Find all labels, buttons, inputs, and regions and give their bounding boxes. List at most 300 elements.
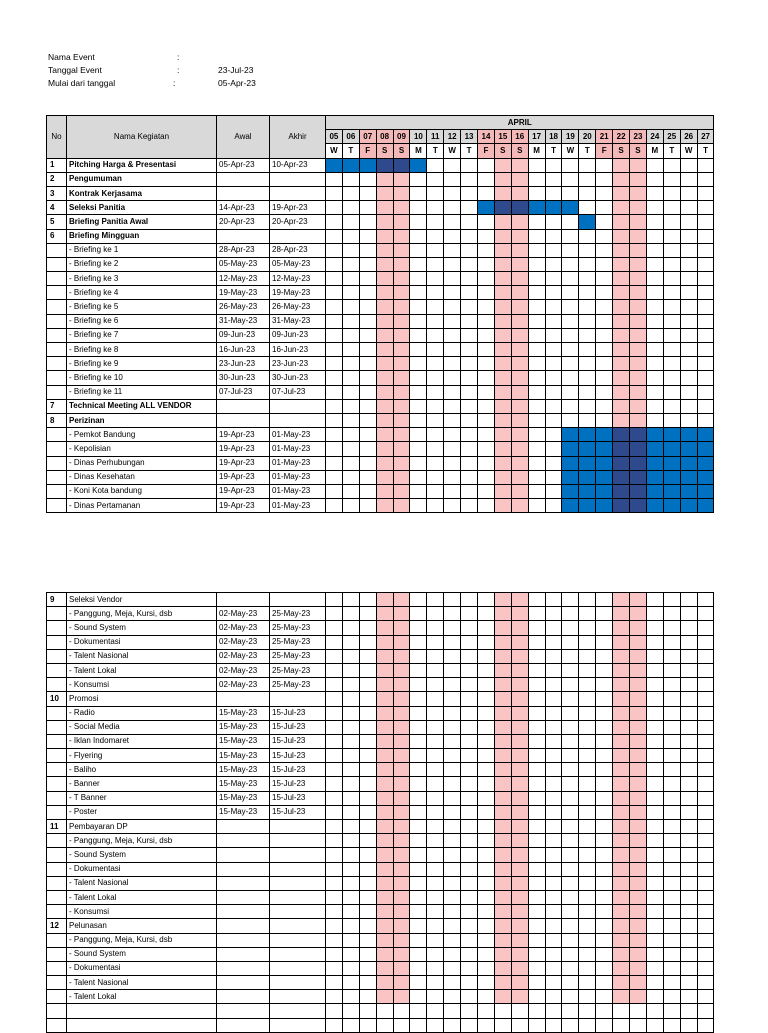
gantt-bar-cell <box>511 201 528 215</box>
gantt-cell <box>461 890 478 904</box>
gantt-cell <box>326 357 343 371</box>
table-row <box>47 720 714 734</box>
gantt-cell <box>393 470 410 484</box>
task-name: - Sound System <box>67 848 217 862</box>
gantt-cell <box>444 749 461 763</box>
gantt-cell <box>562 848 579 862</box>
gantt-cell <box>478 933 495 947</box>
gantt-cell <box>511 484 528 498</box>
gantt-cell <box>697 286 714 300</box>
gantt-cell <box>630 1018 647 1032</box>
task-name: - Dokumentasi <box>67 961 217 975</box>
gantt-cell <box>545 484 562 498</box>
end-date <box>270 919 326 933</box>
end-date: 07-Jul-23 <box>270 385 326 399</box>
gantt-cell <box>393 720 410 734</box>
task-name: Seleksi Panitia <box>67 201 217 215</box>
task-name <box>67 1018 217 1032</box>
gantt-cell <box>663 649 680 663</box>
gantt-cell <box>359 763 376 777</box>
gantt-cell <box>410 976 427 990</box>
gantt-cell <box>663 976 680 990</box>
gantt-cell <box>630 905 647 919</box>
start-date-colon: : <box>173 78 176 88</box>
gantt-cell <box>410 328 427 342</box>
gantt-bar-cell <box>680 456 697 470</box>
gantt-bar-cell <box>680 499 697 513</box>
weekday-header: T <box>342 144 359 158</box>
gantt-cell <box>393 990 410 1004</box>
start-date: 12-May-23 <box>217 272 270 286</box>
gantt-cell <box>427 484 444 498</box>
table-row <box>47 763 714 777</box>
end-date: 25-May-23 <box>270 663 326 677</box>
start-date: 05-Apr-23 <box>217 158 270 172</box>
gantt-cell <box>562 229 579 243</box>
gantt-cell <box>630 692 647 706</box>
table-row <box>47 862 714 876</box>
gantt-cell <box>410 834 427 848</box>
gantt-cell <box>680 961 697 975</box>
gantt-cell <box>478 484 495 498</box>
gantt-cell <box>613 678 630 692</box>
gantt-cell <box>410 593 427 607</box>
table-row <box>47 484 714 498</box>
gantt-cell <box>444 663 461 677</box>
gantt-cell <box>478 328 495 342</box>
gantt-cell <box>646 848 663 862</box>
gantt-cell <box>680 692 697 706</box>
gantt-cell <box>342 961 359 975</box>
gantt-cell <box>444 456 461 470</box>
gantt-cell <box>646 862 663 876</box>
gantt-cell <box>697 399 714 413</box>
gantt-cell <box>494 805 511 819</box>
gantt-cell <box>579 777 596 791</box>
gantt-cell <box>359 621 376 635</box>
gantt-cell <box>511 961 528 975</box>
gantt-cell <box>646 413 663 427</box>
gantt-cell <box>410 272 427 286</box>
gantt-cell <box>646 805 663 819</box>
gantt-cell <box>359 976 376 990</box>
gantt-cell <box>596 186 613 200</box>
gantt-cell <box>511 357 528 371</box>
gantt-cell <box>646 876 663 890</box>
gantt-cell <box>376 314 393 328</box>
gantt-cell <box>630 706 647 720</box>
gantt-cell <box>613 1018 630 1032</box>
gantt-cell <box>562 385 579 399</box>
gantt-cell <box>478 990 495 1004</box>
table-row <box>47 933 714 947</box>
gantt-cell <box>511 399 528 413</box>
gantt-cell <box>444 834 461 848</box>
gantt-cell <box>478 905 495 919</box>
gantt-cell <box>461 663 478 677</box>
gantt-cell <box>663 777 680 791</box>
gantt-cell <box>646 399 663 413</box>
gantt-cell <box>494 371 511 385</box>
gantt-cell <box>410 385 427 399</box>
gantt-cell <box>376 1004 393 1018</box>
start-date <box>217 834 270 848</box>
gantt-cell <box>393 357 410 371</box>
gantt-cell <box>427 919 444 933</box>
gantt-cell <box>579 399 596 413</box>
gantt-cell <box>376 706 393 720</box>
gantt-cell <box>376 734 393 748</box>
gantt-cell <box>596 1018 613 1032</box>
end-date <box>270 834 326 848</box>
weekday-header: S <box>630 144 647 158</box>
gantt-cell <box>427 820 444 834</box>
gantt-cell <box>545 890 562 904</box>
gantt-cell <box>342 428 359 442</box>
gantt-cell <box>461 499 478 513</box>
gantt-cell <box>680 976 697 990</box>
gantt-cell <box>680 749 697 763</box>
gantt-cell <box>359 678 376 692</box>
gantt-cell <box>528 749 545 763</box>
gantt-cell <box>596 314 613 328</box>
table-row <box>47 413 714 427</box>
gantt-cell <box>342 300 359 314</box>
gantt-cell <box>562 976 579 990</box>
gantt-cell <box>545 848 562 862</box>
gantt-cell <box>579 734 596 748</box>
gantt-cell <box>410 919 427 933</box>
row-number <box>47 257 67 271</box>
gantt-cell <box>663 678 680 692</box>
gantt-cell <box>410 300 427 314</box>
gantt-cell <box>562 692 579 706</box>
gantt-bar-cell <box>697 499 714 513</box>
task-name: - Iklan Indomaret <box>67 734 217 748</box>
gantt-cell <box>494 678 511 692</box>
gantt-cell <box>359 890 376 904</box>
gantt-cell <box>478 1004 495 1018</box>
gantt-cell <box>680 890 697 904</box>
gantt-cell <box>326 734 343 748</box>
gantt-cell <box>494 484 511 498</box>
end-date <box>270 593 326 607</box>
gantt-cell <box>596 413 613 427</box>
gantt-bar-cell <box>562 428 579 442</box>
gantt-cell <box>376 791 393 805</box>
gantt-cell <box>680 272 697 286</box>
event-date-colon: : <box>177 65 180 75</box>
gantt-cell <box>545 1018 562 1032</box>
gantt-cell <box>680 777 697 791</box>
gantt-cell <box>494 593 511 607</box>
gantt-cell <box>630 862 647 876</box>
gantt-cell <box>393 692 410 706</box>
gantt-cell <box>444 399 461 413</box>
gantt-cell <box>697 777 714 791</box>
gantt-cell <box>663 413 680 427</box>
gantt-cell <box>444 678 461 692</box>
gantt-cell <box>461 1004 478 1018</box>
gantt-cell <box>427 371 444 385</box>
gantt-cell <box>545 357 562 371</box>
gantt-cell <box>697 976 714 990</box>
gantt-cell <box>663 343 680 357</box>
gantt-cell <box>562 947 579 961</box>
row-number <box>47 484 67 498</box>
gantt-cell <box>393 328 410 342</box>
gantt-cell <box>478 706 495 720</box>
start-date <box>217 961 270 975</box>
gantt-cell <box>511 763 528 777</box>
gantt-cell <box>342 371 359 385</box>
gantt-cell <box>511 371 528 385</box>
gantt-cell <box>579 229 596 243</box>
gantt-cell <box>359 706 376 720</box>
start-date: 15-May-23 <box>217 791 270 805</box>
gantt-cell <box>376 413 393 427</box>
gantt-bar-cell <box>680 428 697 442</box>
gantt-cell <box>444 635 461 649</box>
gantt-bar-cell <box>697 484 714 498</box>
row-number <box>47 734 67 748</box>
gantt-cell <box>697 905 714 919</box>
weekday-header: W <box>326 144 343 158</box>
gantt-bar-cell <box>596 470 613 484</box>
gantt-cell <box>359 990 376 1004</box>
gantt-cell <box>393 257 410 271</box>
gantt-cell <box>646 371 663 385</box>
gantt-cell <box>326 201 343 215</box>
gantt-cell <box>630 649 647 663</box>
gantt-cell <box>427 621 444 635</box>
gantt-cell <box>528 371 545 385</box>
gantt-cell <box>410 357 427 371</box>
gantt-cell <box>613 371 630 385</box>
row-number <box>47 300 67 314</box>
gantt-table-top <box>46 115 714 513</box>
gantt-cell <box>579 919 596 933</box>
gantt-cell <box>528 484 545 498</box>
gantt-cell <box>494 413 511 427</box>
gantt-cell <box>359 215 376 229</box>
gantt-cell <box>326 257 343 271</box>
gantt-cell <box>461 172 478 186</box>
gantt-cell <box>461 413 478 427</box>
gantt-cell <box>630 328 647 342</box>
gantt-cell <box>545 413 562 427</box>
gantt-cell <box>494 734 511 748</box>
gantt-cell <box>630 876 647 890</box>
gantt-cell <box>528 976 545 990</box>
gantt-cell <box>646 919 663 933</box>
end-date: 12-May-23 <box>270 272 326 286</box>
gantt-cell <box>427 215 444 229</box>
gantt-cell <box>596 805 613 819</box>
table-row <box>47 890 714 904</box>
table-row <box>47 663 714 677</box>
end-date <box>270 933 326 947</box>
weekday-header: T <box>663 144 680 158</box>
gantt-bar-cell <box>579 499 596 513</box>
gantt-cell <box>494 990 511 1004</box>
row-number <box>47 749 67 763</box>
gantt-cell <box>613 720 630 734</box>
gantt-cell <box>393 172 410 186</box>
gantt-cell <box>562 257 579 271</box>
gantt-bar-cell <box>562 456 579 470</box>
gantt-cell <box>545 158 562 172</box>
row-number <box>47 621 67 635</box>
start-date-value: 05-Apr-23 <box>218 78 256 88</box>
end-date: 15-Jul-23 <box>270 763 326 777</box>
gantt-cell <box>562 961 579 975</box>
gantt-cell <box>562 990 579 1004</box>
gantt-cell <box>663 357 680 371</box>
gantt-cell <box>596 328 613 342</box>
gantt-cell <box>697 763 714 777</box>
gantt-cell <box>359 720 376 734</box>
gantt-cell <box>427 905 444 919</box>
gantt-cell <box>646 706 663 720</box>
gantt-cell <box>663 385 680 399</box>
gantt-cell <box>376 933 393 947</box>
task-name: - Social Media <box>67 720 217 734</box>
start-date: 14-Apr-23 <box>217 201 270 215</box>
gantt-cell <box>326 343 343 357</box>
gantt-cell <box>613 848 630 862</box>
gantt-cell <box>461 763 478 777</box>
gantt-cell <box>461 399 478 413</box>
table-row <box>47 328 714 342</box>
gantt-cell <box>478 820 495 834</box>
gantt-cell <box>663 243 680 257</box>
end-date: 15-Jul-23 <box>270 706 326 720</box>
gantt-cell <box>545 300 562 314</box>
gantt-cell <box>376 186 393 200</box>
gantt-cell <box>410 905 427 919</box>
task-name: - Dinas Pertamanan <box>67 499 217 513</box>
table-row <box>47 229 714 243</box>
gantt-cell <box>326 777 343 791</box>
gantt-cell <box>545 763 562 777</box>
gantt-cell <box>326 692 343 706</box>
gantt-cell <box>461 215 478 229</box>
gantt-cell <box>697 593 714 607</box>
gantt-bar-cell <box>680 470 697 484</box>
gantt-cell <box>478 777 495 791</box>
gantt-cell <box>562 734 579 748</box>
gantt-cell <box>511 499 528 513</box>
table-row <box>47 905 714 919</box>
gantt-cell <box>646 343 663 357</box>
gantt-cell <box>494 328 511 342</box>
gantt-cell <box>427 720 444 734</box>
gantt-cell <box>359 442 376 456</box>
gantt-cell <box>494 663 511 677</box>
gantt-cell <box>630 749 647 763</box>
gantt-cell <box>680 734 697 748</box>
gantt-cell <box>545 990 562 1004</box>
gantt-cell <box>410 720 427 734</box>
gantt-cell <box>579 186 596 200</box>
gantt-cell <box>630 158 647 172</box>
gantt-cell <box>511 749 528 763</box>
gantt-cell <box>393 663 410 677</box>
task-name: - Talent Lokal <box>67 990 217 1004</box>
gantt-cell <box>596 635 613 649</box>
gantt-cell <box>680 201 697 215</box>
gantt-cell <box>613 763 630 777</box>
start-date <box>217 399 270 413</box>
table-row <box>47 272 714 286</box>
gantt-cell <box>393 499 410 513</box>
gantt-cell <box>596 286 613 300</box>
gantt-cell <box>326 961 343 975</box>
gantt-cell <box>427 499 444 513</box>
gantt-cell <box>376 805 393 819</box>
table-row <box>47 706 714 720</box>
gantt-cell <box>478 385 495 399</box>
gantt-cell <box>528 834 545 848</box>
gantt-cell <box>630 976 647 990</box>
gantt-cell <box>646 678 663 692</box>
gantt-cell <box>562 300 579 314</box>
gantt-cell <box>545 456 562 470</box>
gantt-cell <box>461 456 478 470</box>
gantt-cell <box>630 314 647 328</box>
gantt-cell <box>646 257 663 271</box>
gantt-cell <box>545 947 562 961</box>
gantt-cell <box>326 834 343 848</box>
gantt-cell <box>342 791 359 805</box>
end-date <box>270 905 326 919</box>
gantt-cell <box>393 243 410 257</box>
table-row <box>47 286 714 300</box>
gantt-cell <box>562 791 579 805</box>
gantt-cell <box>461 933 478 947</box>
gantt-cell <box>697 413 714 427</box>
start-date: 26-May-23 <box>217 300 270 314</box>
gantt-cell <box>359 777 376 791</box>
row-number <box>47 243 67 257</box>
table-row <box>47 442 714 456</box>
end-date <box>270 848 326 862</box>
gantt-cell <box>494 1004 511 1018</box>
gantt-cell <box>528 357 545 371</box>
gantt-cell <box>511 1018 528 1032</box>
gantt-cell <box>579 663 596 677</box>
end-date: 30-Jun-23 <box>270 371 326 385</box>
gantt-cell <box>478 186 495 200</box>
gantt-cell <box>697 1004 714 1018</box>
gantt-cell <box>494 172 511 186</box>
gantt-cell <box>596 905 613 919</box>
gantt-cell <box>410 635 427 649</box>
gantt-cell <box>494 961 511 975</box>
weekday-header: W <box>444 144 461 158</box>
gantt-cell <box>613 905 630 919</box>
gantt-cell <box>545 678 562 692</box>
gantt-cell <box>376 848 393 862</box>
row-number <box>47 961 67 975</box>
gantt-cell <box>562 371 579 385</box>
gantt-cell <box>444 272 461 286</box>
gantt-cell <box>630 720 647 734</box>
end-date: 01-May-23 <box>270 470 326 484</box>
gantt-cell <box>461 791 478 805</box>
end-date: 15-Jul-23 <box>270 720 326 734</box>
